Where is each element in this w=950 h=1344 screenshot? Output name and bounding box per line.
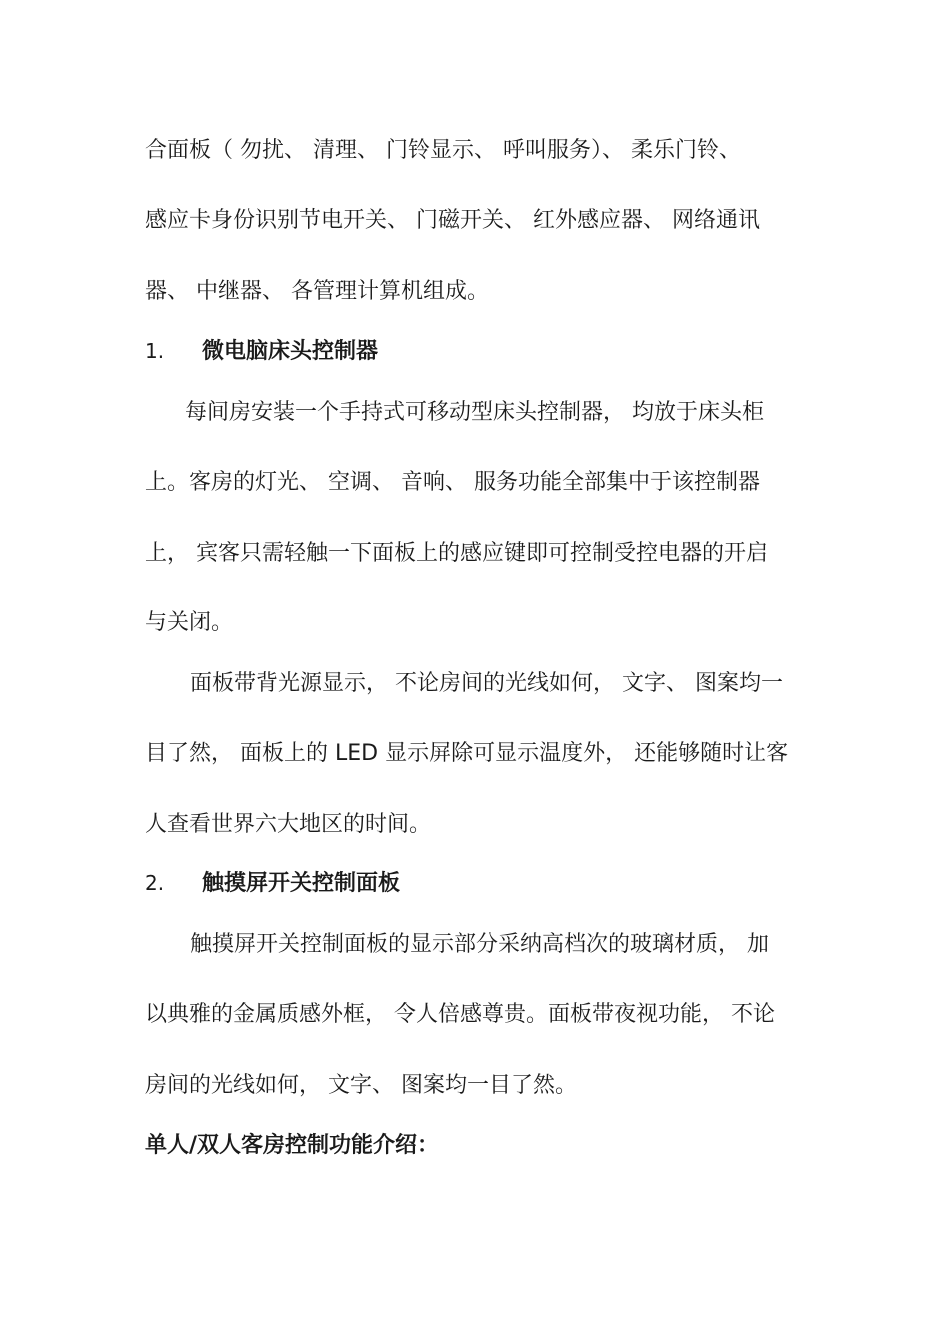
- section-1-para-1-line-4: 与关闭。: [145, 610, 234, 635]
- intro-line-3: 器、 中继器、 各管理计算机组成。: [145, 279, 489, 304]
- section-1-number: 1.: [145, 339, 165, 363]
- section-2-para-1-line-2: 以典雅的金属质感外框， 令人倍感尊贵。面板带夜视功能， 不论: [145, 1002, 775, 1027]
- section-1-para-1-line-2: 上。客房的灯光、 空调、 音响、 服务功能全部集中于该控制器: [145, 470, 760, 495]
- section-2-number: 2.: [145, 871, 165, 895]
- section-2-title: 触摸屏开关控制面板: [202, 871, 401, 896]
- section-1-para-2-line-3: 人查看世界六大地区的时间。: [145, 812, 432, 837]
- section-1-para-1-line-3: 上， 宾客只需轻触一下面板上的感应键即可控制受控电器的开启: [145, 541, 768, 566]
- section-1-heading: [145, 337, 378, 366]
- section-1-title: 微电脑床头控制器: [202, 339, 379, 364]
- intro-line-2: 感应卡身份识别节电开关、 门磁开关、 红外感应器、 网络通讯: [145, 208, 760, 233]
- section-1-para-1-line-1: 每间房安装一个手持式可移动型床头控制器， 均放于床头柜: [185, 400, 764, 425]
- section-2-heading: [145, 869, 400, 898]
- closing-section-title: 单人/双人客房控制功能介绍：: [145, 1133, 440, 1158]
- section-2-para-1-line-3: 房间的光线如何， 文字、 图案均一目了然。: [145, 1073, 577, 1098]
- section-1-para-2-line-1: 面板带背光源显示， 不论房间的光线如何， 文字、 图案均一: [190, 671, 783, 696]
- intro-line-1: 合面板（ 勿扰、 清理、 门铃显示、 呼叫服务）、 柔乐门铃、: [145, 138, 741, 163]
- section-2-para-1-line-1: 触摸屏开关控制面板的显示部分采纳高档次的玻璃材质， 加: [190, 932, 769, 957]
- section-1-para-2-line-2: 目了然， 面板上的 LED 显示屏除可显示温度外， 还能够随时让客: [145, 741, 789, 766]
